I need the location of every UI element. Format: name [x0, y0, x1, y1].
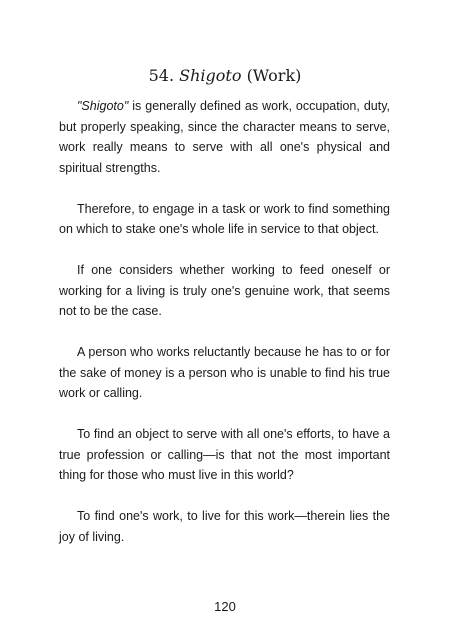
body-text [59, 96, 390, 547]
paragraph-2: Therefore, to engage in a task or work to find something on which to stake one's whole life in service to that object. [59, 201, 390, 236]
chapter-translation: (Work) [246, 66, 302, 85]
paragraph-6: To find one's work, to live for this work—therein lies the joy of living. [59, 509, 390, 544]
paragraph-5: To find an object to serve with all one's efforts, to have a true profession or calling—is that not the most important thing for those who must live in this world? [59, 427, 390, 482]
paragraph-1-text: is generally defined as work, occupation, duty, but properly speaking, since the character means to serve, work really means to serve with all one's physical and spiritual strengths. [59, 99, 390, 175]
paragraph-4: A person who works reluctantly because he has to or for the sake of money is a person who is unable to find his true work or calling. [59, 345, 390, 400]
paragraph-1 [59, 96, 390, 178]
chapter-term: Shigoto [179, 66, 242, 85]
page-number: 120 [214, 599, 236, 614]
paragraph-3: If one considers whether working to feed oneself or working for a living is truly one's genuine work, that seems not to be the case. [59, 263, 390, 318]
chapter-heading [0, 65, 450, 87]
chapter-number: 54. [148, 66, 175, 85]
paragraph-1-lead-term: "Shigoto" [77, 99, 129, 113]
